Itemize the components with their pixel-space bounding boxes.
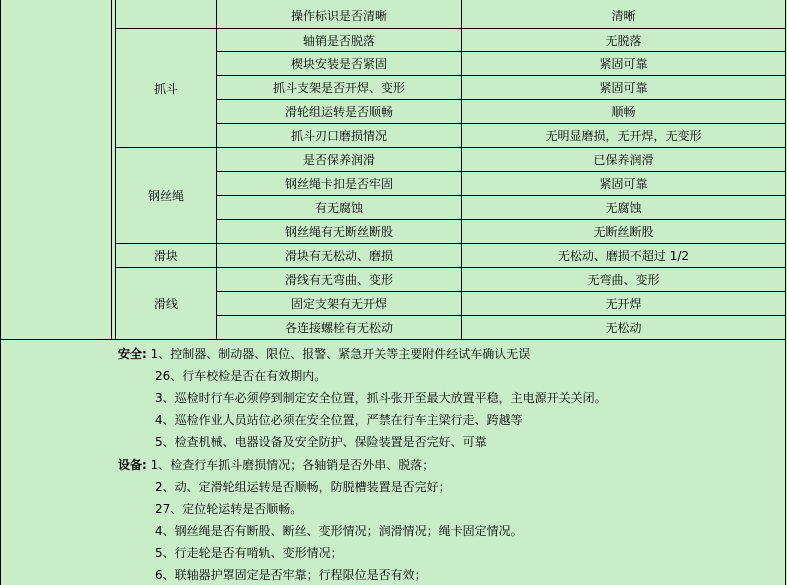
item-cell: 固定支架有无开焊	[290, 297, 387, 311]
group-name-wire-rope: 钢丝绳	[147, 189, 184, 203]
outer-left-border	[0, 0, 1, 585]
equipment-line: 5、行走轮是否有啃轨、变形情况；	[155, 546, 343, 560]
item-cell: 抓斗刃口磨损情况	[290, 129, 387, 143]
item-cell: 各连接螺栓有无松动	[284, 321, 393, 335]
item-cell: 轴销是否脱落	[302, 33, 375, 48]
result-cell: 无松动、磨损不超过 1/2	[557, 249, 690, 263]
item-cell: 钢丝绳卡扣是否牢固	[284, 177, 393, 191]
safety-line: 4、巡检作业人员站位必须在安全位置，严禁在行车主梁行走、跨越等	[155, 413, 523, 427]
safety-line: 5、检查机械、电器设备及安全防护、保险装置是否完好、可靠	[155, 435, 487, 449]
result-cell: 无腐蚀	[605, 201, 642, 215]
result-cell: 已保养润滑	[593, 153, 654, 167]
result-cell: 无开焊	[605, 297, 642, 311]
item-cell: 有无腐蚀	[314, 201, 363, 215]
item-cell: 滑轮组运转是否顺畅	[284, 105, 393, 119]
result-cell: 顺畅	[611, 105, 636, 119]
equipment-line: 6、联轴器护罩固定是否牢靠；行程限位是否有效；	[155, 568, 427, 582]
equipment-line: 27、定位轮运转是否顺畅。	[155, 502, 303, 516]
item-cell: 是否保养润滑	[302, 153, 375, 167]
item-cell: 滑块有无松动、磨损	[284, 249, 393, 263]
safety-text: 1、控制器、制动器、限位、报警、紧急开关等主要附件经试车确认无误	[150, 347, 531, 361]
equipment-text: 1、检查行车抓斗磨损情况；各轴销是否外串、脱落；	[150, 458, 435, 472]
safety-line: 3、巡检时行车必须停到制定安全位置，抓斗张开至最大放置平稳，主电源开关关闭。	[155, 391, 607, 405]
group-name-trolley-line: 滑线	[153, 297, 178, 311]
equipment-line: 4、钢丝绳是否有断股、断丝、变形情况；润滑情况；绳卡固定情况。	[155, 524, 523, 538]
safety-label: 安全:	[118, 347, 147, 361]
item-cell: 操作标识是否清晰	[290, 9, 387, 23]
result-cell: 清晰	[611, 9, 636, 23]
safety-line	[118, 345, 530, 362]
group-name-grab: 抓斗	[153, 81, 178, 96]
item-cell: 楔块安装是否紧固	[290, 57, 387, 71]
equipment-label: 设备:	[118, 458, 147, 472]
outer-right-border	[785, 0, 786, 585]
result-cell: 无明显磨损，无开焊，无变形	[545, 129, 702, 143]
item-cell: 滑线有无弯曲、变形	[284, 273, 393, 287]
item-cell: 钢丝绳有无断丝断股	[284, 225, 393, 239]
result-cell: 无松动	[605, 321, 642, 335]
table-bottom-line	[0, 339, 786, 340]
result-cell: 无脱落	[605, 33, 642, 48]
result-cell: 紧固可靠	[599, 177, 648, 191]
result-cell: 紧固可靠	[599, 81, 648, 95]
safety-line: 26、行车校检是否在有效期内。	[155, 369, 327, 383]
result-cell: 无弯曲、变形	[587, 273, 660, 287]
equipment-line	[118, 456, 434, 473]
item-cell: 抓斗支架是否开焊、变形	[272, 81, 405, 95]
result-cell: 无断丝断股	[593, 225, 654, 239]
col-divider-a	[111, 0, 112, 339]
result-cell: 紧固可靠	[599, 57, 648, 71]
group-name-slider: 滑块	[153, 249, 178, 263]
equipment-line: 2、动、定滑轮组运转是否顺畅，防脱槽装置是否完好；	[155, 480, 451, 494]
